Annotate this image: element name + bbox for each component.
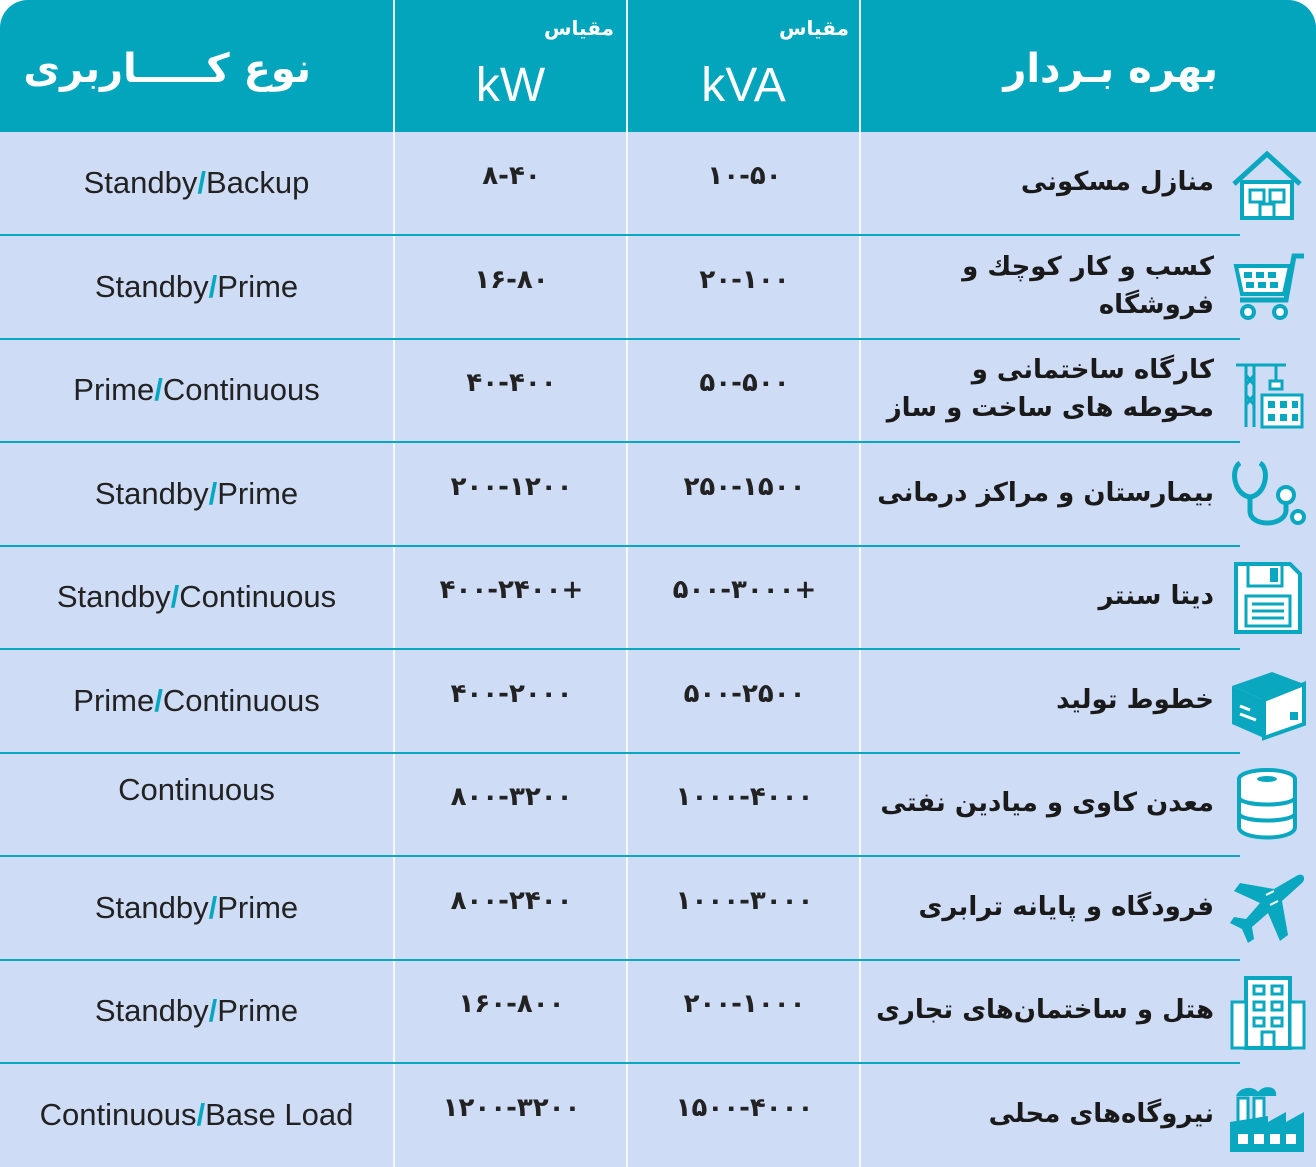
building-icon (1226, 972, 1308, 1052)
consumer-label: دیتا سنتر (1098, 580, 1214, 611)
table-header (0, 0, 1316, 132)
consumer-label: هتل و ساختمان‌های تجاری (876, 994, 1214, 1025)
kva-cell (628, 857, 861, 958)
usage-primary: Continuous (118, 771, 275, 807)
usage-secondary: Prime (217, 992, 299, 1028)
consumer-label: بیمارستان و مراکز درمانی (877, 477, 1214, 508)
kw-value: ۸۰۰-۳۲۰۰ (450, 781, 573, 812)
usage-cell (0, 857, 393, 958)
kva-value: ۱۰۰۰-۴۰۰۰ (675, 781, 814, 812)
consumer-cell (862, 339, 1214, 440)
kva-cell (628, 443, 861, 544)
kw-value: ۸-۴۰ (482, 160, 541, 191)
kw-value: ۱۶۰-۸۰۰ (458, 988, 565, 1019)
header-kw (395, 0, 626, 132)
kva-value: ۱۵۰۰-۴۰۰۰ (675, 1092, 814, 1123)
kw-value: ۲۰۰-۱۲۰۰ (450, 471, 573, 502)
kw-value: ۱۶-۸۰ (474, 264, 549, 295)
floppy-disk-icon (1226, 558, 1308, 638)
consumer-label: کسب و کار کوچك و فروشگاه (962, 251, 1214, 320)
usage-secondary: Continuous (179, 578, 337, 614)
consumer-cell (862, 236, 1214, 337)
header-kva (628, 0, 859, 132)
usage-cell (0, 739, 393, 840)
usage-separator: / (154, 682, 163, 718)
header-usage (0, 0, 393, 132)
table-row (0, 236, 1316, 337)
consumer-cell (862, 857, 1214, 958)
kw-cell (395, 960, 628, 1061)
usage-separator: / (196, 1096, 206, 1132)
header-kw-unit: kW (475, 59, 546, 112)
usage-primary: Continuous (39, 1096, 197, 1132)
consumer-label: معدن کاوی و میادین نفتی (880, 787, 1214, 818)
usage-secondary: Prime (217, 475, 299, 511)
usage-primary: Standby (94, 475, 209, 511)
kva-value: ۱۰-۵۰ (707, 160, 782, 191)
table-row (0, 132, 1316, 233)
kva-cell (628, 546, 861, 647)
usage-primary: Standby (94, 992, 209, 1028)
kva-cell (628, 650, 861, 751)
kw-value: ۴۰۰-۲۴۰۰+ (439, 574, 584, 605)
consumer-label: منازل مسکونی (1020, 166, 1214, 197)
kw-cell (395, 132, 628, 233)
kw-cell (395, 650, 628, 751)
usage-primary: Standby (94, 889, 209, 925)
table-row (0, 339, 1316, 440)
usage-separator: / (208, 889, 218, 925)
kva-value: ۱۰۰۰-۳۰۰۰ (675, 885, 814, 916)
header-consumer-label: بهره بـردار (1003, 46, 1218, 92)
usage-separator: / (208, 475, 218, 511)
usage-secondary: Base Load (205, 1096, 354, 1132)
kva-cell (628, 1064, 861, 1165)
kw-value: ۴۰۰-۲۰۰۰ (450, 678, 573, 709)
oil-barrel-icon (1226, 765, 1308, 845)
consumer-label: خطوط تولید (1056, 684, 1214, 715)
usage-secondary: Backup (205, 164, 310, 200)
kw-cell (395, 236, 628, 337)
kva-cell (628, 236, 861, 337)
stethoscope-icon (1226, 455, 1308, 535)
kw-cell (395, 546, 628, 647)
kva-value: ۲۰-۱۰۰ (699, 264, 790, 295)
usage-primary: Standby (94, 268, 209, 304)
consumer-cell (862, 443, 1214, 544)
usage-cell (0, 650, 393, 751)
shopping-cart-icon (1226, 248, 1308, 328)
kw-value: ۱۲۰۰-۳۲۰۰ (442, 1092, 581, 1123)
usage-separator: / (197, 164, 206, 200)
construction-crane-icon (1226, 351, 1308, 431)
table-row (0, 650, 1316, 751)
usage-cell (0, 546, 393, 647)
consumer-cell (862, 546, 1214, 647)
box-icon (1226, 662, 1308, 742)
header-usage-label: نوع کـــــاربری (23, 46, 311, 92)
header-kva-unit: kVA (701, 59, 786, 112)
usage-cell (0, 960, 393, 1061)
kw-value: ۴۰-۴۰۰ (466, 367, 557, 398)
kva-cell (628, 753, 861, 854)
kva-cell (628, 132, 861, 233)
table-row (0, 960, 1316, 1061)
table-row (0, 857, 1316, 958)
kva-value: ۵۰۰-۲۵۰۰ (683, 678, 806, 709)
table-row (0, 753, 1316, 854)
usage-primary: Standby (83, 164, 198, 200)
kw-cell (395, 443, 628, 544)
usage-secondary: Prime (217, 889, 299, 925)
usage-separator: / (208, 268, 218, 304)
kw-value: ۸۰۰-۲۴۰۰ (450, 885, 573, 916)
usage-secondary: Prime (217, 268, 299, 304)
consumer-label: فرودگاه و پایانه ترابری (918, 891, 1214, 922)
usage-primary: Prime (73, 371, 155, 407)
kw-cell (395, 1064, 628, 1165)
house-icon (1226, 144, 1308, 224)
table-row (0, 546, 1316, 647)
usage-separator: / (154, 371, 163, 407)
usage-secondary: Continuous (162, 371, 320, 407)
usage-cell (0, 443, 393, 544)
consumer-cell (862, 753, 1214, 854)
kva-value: ۵۰-۵۰۰ (699, 367, 790, 398)
usage-cell (0, 132, 393, 233)
kw-cell (395, 339, 628, 440)
consumer-label: کارگاه ساختمانی و محوطه های ساخت و ساز (886, 354, 1214, 423)
consumer-label: نیروگاه‌های محلی (988, 1098, 1214, 1129)
kva-value: ۵۰۰-۳۰۰۰+ (672, 574, 817, 605)
header-consumer (861, 0, 1316, 132)
consumer-cell (862, 1064, 1214, 1165)
table-row (0, 443, 1316, 544)
header-kw-scale: مقیاس (543, 16, 614, 40)
kva-value: ۲۰۰-۱۰۰۰ (683, 988, 806, 1019)
kva-value: ۲۵۰-۱۵۰۰ (683, 471, 806, 502)
header-kva-scale: مقیاس (778, 16, 849, 40)
kva-cell (628, 339, 861, 440)
factory-icon (1226, 1076, 1308, 1156)
usage-primary: Prime (73, 682, 155, 718)
usage-separator: / (208, 992, 218, 1028)
usage-separator: / (170, 578, 180, 614)
kva-cell (628, 960, 861, 1061)
kw-cell (395, 753, 628, 854)
usage-secondary: Continuous (162, 682, 320, 718)
consumer-cell (862, 960, 1214, 1061)
consumer-cell (862, 650, 1214, 751)
usage-cell (0, 1064, 393, 1165)
usage-cell (0, 339, 393, 440)
table-row (0, 1064, 1316, 1165)
usage-cell (0, 236, 393, 337)
usage-primary: Standby (56, 578, 171, 614)
kw-cell (395, 857, 628, 958)
airplane-icon (1226, 869, 1308, 949)
consumer-cell (862, 132, 1214, 233)
